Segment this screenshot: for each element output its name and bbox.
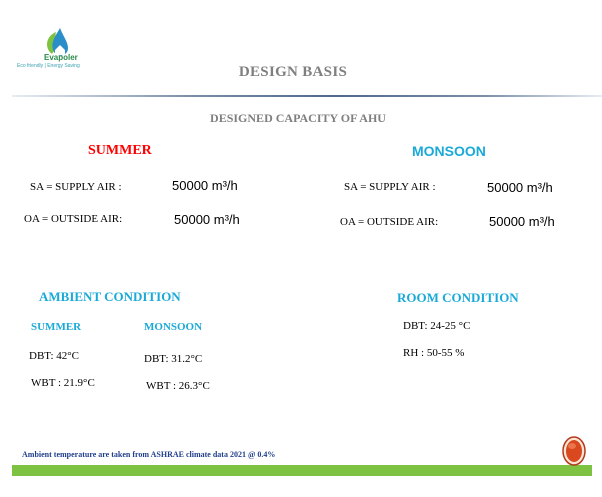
summer-sa-value: 50000 m³/h [172,178,238,193]
ambient-summer-dbt: DBT: 42°C [29,350,79,362]
ambient-condition-heading: AMBIENT CONDITION [39,289,181,304]
circle-badge-icon [562,436,586,466]
room-rh: RH : 50-55 % [403,347,465,359]
monsoon-oa-value: 50000 m³/h [489,214,555,229]
ambient-summer-heading: SUMMER [31,321,82,333]
room-condition-heading: ROOM CONDITION [397,290,519,305]
monsoon-oa-label: OA = OUTSIDE AIR: [340,216,439,228]
logo-brand-name: Evapoler [44,53,78,62]
ambient-monsoon-wbt: WBT : 26.3°C [146,380,210,392]
logo-tagline: Eco friendly | Energy Saving [17,63,80,69]
ambient-monsoon-dbt: DBT: 31.2°C [144,353,203,365]
footer-green-bar [12,465,592,476]
summer-sa-label: SA = SUPPLY AIR : [30,181,122,193]
page-title: DESIGN BASIS [238,64,348,80]
summer-oa-value: 50000 m³/h [174,212,240,227]
ambient-summer-wbt: WBT : 21.9°C [31,377,95,389]
section-subtitle: DESIGNED CAPACITY OF AHU [210,111,386,125]
summer-oa-label: OA = OUTSIDE AIR: [24,213,123,225]
ashrae-footnote: Ambient temperature are taken from ASHRAE climate data 2021 @ 0.4% [22,450,276,459]
monsoon-sa-value: 50000 m³/h [487,180,553,195]
summer-heading: SUMMER [88,143,152,158]
room-dbt: DBT: 24-25 °C [403,320,471,332]
monsoon-heading: MONSOON [412,143,486,159]
header-divider [12,95,602,97]
monsoon-sa-label: SA = SUPPLY AIR : [344,181,436,193]
ambient-monsoon-heading: MONSOON [144,321,203,333]
